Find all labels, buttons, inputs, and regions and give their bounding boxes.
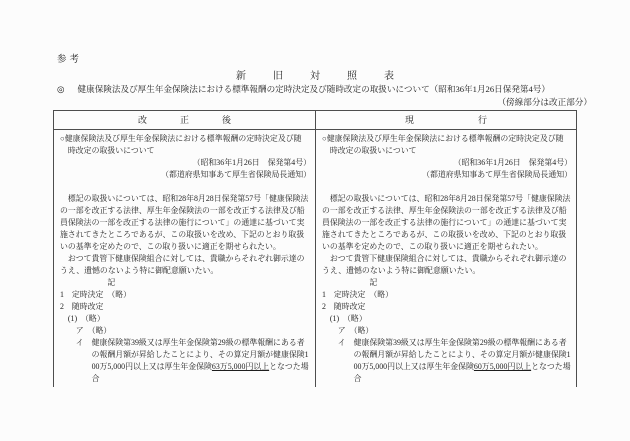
column-header-current: 現行 (316, 111, 576, 130)
text-line: ○健康保険法及び厚生年金保険法における標準報酬の定時決定及び随 (60, 134, 302, 143)
text-line: 2 随時改定 (60, 302, 104, 311)
subject-text: 健康保険法及び厚生年金保険法における標準報酬の定時決定及び随時改定の取扱いについて（昭和36年1月26日保発第4号） (77, 84, 550, 94)
text-line: 施されてきたところであるが、この取扱いを改め、下記のとおり取扱 (322, 230, 567, 239)
text-line: 1 定時決定 （略） (60, 290, 132, 299)
text-line: 合 (60, 374, 100, 383)
column-body-current (316, 130, 576, 387)
text-line: （昭和36年1月26日 保発第4号） (453, 158, 572, 167)
text-line: の報酬月額が昇給したことにより、その算定月額が健康保険1 (60, 350, 309, 359)
text-line: 2 随時改定 (322, 302, 366, 311)
text-line: 員保険法の一部を改正する法律の施行について」の通達に基づいて実 (322, 218, 567, 227)
text-line: いの基準を定めたので、この取り扱いに適正を期せられたい。 (322, 242, 543, 251)
text-line: いの基準を定めたので、この取り扱いに適正を期せられたい。 (60, 242, 281, 251)
text-line (322, 181, 572, 193)
reference-label: 参考 (57, 55, 83, 65)
text-line: うえ、遺憾のないよう特に御配意願いたい。 (322, 266, 481, 275)
text-line: ○健康保険法及び厚生年金保険法における標準報酬の定時決定及び随 (322, 134, 564, 143)
text-line: イ 健康保険第39級又は厚生年金保険第29級の標準報酬にある者 (322, 338, 567, 347)
text-line: ア （略） (60, 326, 112, 335)
text-line: 施されてきたところであるが、この取扱いを改め、下記のとおり取扱 (60, 230, 305, 239)
text-line: の一部を改正する法律、厚生年金保険法の一部を改正する法律及び船 (322, 206, 567, 215)
text-line: 00万5,000円以上又は厚生年金保険60万5,000円以上となつた場 (322, 362, 571, 371)
text-line: 時改定の取扱いについて (322, 146, 417, 155)
amended-text: 60万5,000円以上 (473, 362, 532, 371)
text-line: ア （略） (322, 326, 374, 335)
text-line: 時改定の取扱いについて (60, 146, 155, 155)
text-line: 00万5,000円以上又は厚生年金保険63万5,000円以上となつた場 (60, 362, 309, 371)
text-line: おつて貴管下健康保険組合に対しては、貴職からそれぞれ御示達の (322, 254, 567, 263)
text-line: イ 健康保険第39級又は厚生年金保険第29級の標準報酬にある者 (60, 338, 305, 347)
revision-note: （傍線部分は改正部分） (497, 97, 592, 107)
text-line (60, 181, 311, 193)
subject-line (57, 83, 550, 95)
text-line: （都道府県知事あて厚生省保険局長通知） (161, 170, 311, 179)
text-line: 合 (322, 374, 362, 383)
text-line: 標記の取扱いについては、昭和28年8月28日保発第57号「健康保険法 (322, 194, 571, 203)
text-line: の報酬月額が昇給したことにより、その算定月額が健康保険1 (322, 350, 571, 359)
text-line: (1) （略） (60, 314, 105, 323)
comparison-table (53, 110, 577, 387)
column-header-amended: 改正後 (54, 111, 315, 130)
text-line: （昭和36年1月26日 保発第4号） (192, 158, 311, 167)
page-title: 新旧対照表 (236, 71, 421, 82)
text-line: 記 (322, 278, 378, 287)
column-current (315, 111, 577, 387)
double-circle-marker: ◎ (57, 84, 65, 94)
text-line: 員保険法の一部を改正する法律の施行について」の通達に基づいて実 (60, 218, 305, 227)
column-amended (53, 111, 315, 387)
text-line: 1 定時決定 （略） (322, 290, 394, 299)
text-line: （都道府県知事あて厚生省保険局長通知） (422, 170, 572, 179)
text-line: の一部を改正する法律、厚生年金保険法の一部を改正する法律及び船 (60, 206, 305, 215)
column-body-amended (54, 130, 315, 387)
text-line: 記 (60, 278, 116, 287)
text-line: うえ、遺憾のないよう特に御配意願いたい。 (60, 266, 219, 275)
amended-text: 63万5,000円以上 (211, 362, 270, 371)
text-line: 標記の取扱いについては、昭和28年8月28日保発第57号「健康保険法 (60, 194, 309, 203)
text-line: (1) （略） (322, 314, 367, 323)
text-line: おつて貴管下健康保険組合に対しては、貴職からそれぞれ御示達の (60, 254, 305, 263)
